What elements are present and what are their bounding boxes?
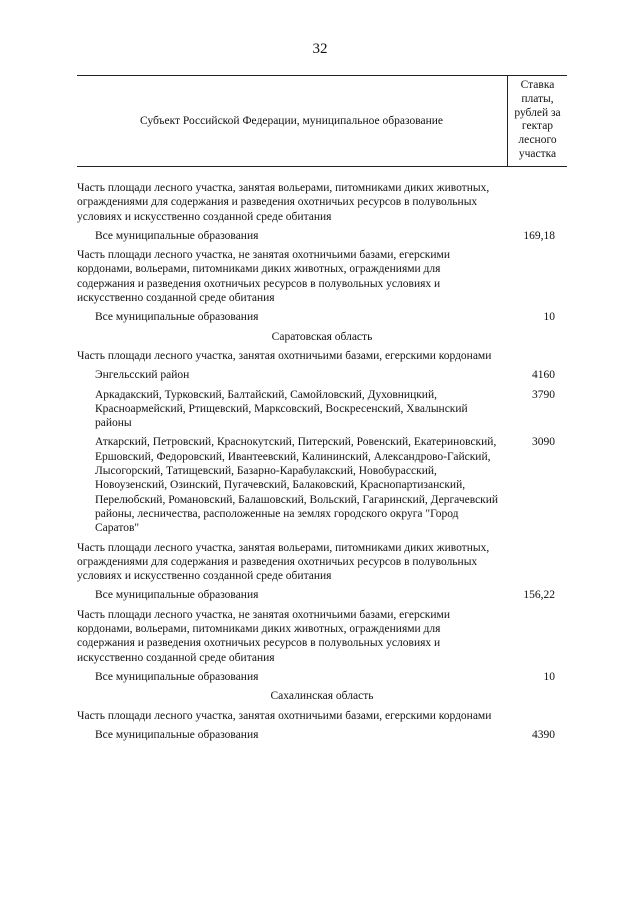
municipality-text: Все муниципальные образования: [95, 728, 259, 741]
municipality-text: Все муниципальные образования: [95, 311, 259, 324]
region-name: Саратовская область: [271, 330, 373, 343]
table-row: [77, 541, 567, 584]
rate-value: 10: [543, 670, 555, 683]
table-row: [77, 689, 567, 703]
rates-table: [77, 75, 567, 747]
table-row: [77, 709, 567, 723]
municipality-text: Все муниципальные образования: [95, 229, 259, 242]
category-text: Часть площади лесного участка, занятая вольерами, питомниками диких животных, ограждениями для содержания и разведения охотничьих ресурсов в полувольных условиях и искусственно созданной среде обитания: [77, 182, 490, 223]
municipality-text: Все муниципальные образования: [95, 589, 259, 602]
table-row: [77, 229, 567, 243]
table-header: [77, 75, 567, 167]
table-row: [77, 330, 567, 344]
header-subject: Субъект Российской Федерации, муниципальное образование: [139, 114, 444, 127]
rate-value: 3090: [532, 436, 555, 449]
rate-value: 156,22: [523, 589, 555, 602]
table-row: [77, 349, 567, 363]
table-row: [77, 181, 567, 224]
municipality-text: Аркадакский, Турковский, Балтайский, Самойловский, Духовницкий, Красноармейский, Ртищевский, Марксовский, Воскресенский, Хвалынский районы: [95, 388, 468, 430]
table-row: [77, 388, 567, 431]
category-text: Часть площади лесного участка, занятая вольерами, питомниками диких животных, ограждениями для содержания и разведения охотничьих ресурсов в полувольных условиях и искусственно созданной среде обитания: [77, 541, 490, 583]
table-row: [77, 670, 567, 684]
table-row: [77, 368, 567, 382]
category-text: Часть площади лесного участка, занятая охотничьими базами, егерскими кордонами: [77, 349, 492, 362]
header-rate: Ставка платы, рублей за гектар лесного участка: [507, 76, 567, 166]
table-row: [77, 310, 567, 324]
category-text: Часть площади лесного участка, не занятая охотничьими базами, егерскими кордонами, вольерами, питомниками диких животных, ограждениями для содержания и разведения охотничьих ресурсов в полувольных условиях и искусственно созданной среде обитания: [77, 249, 450, 305]
table-body: [77, 167, 567, 742]
table-row: [77, 435, 567, 535]
rate-value: 4160: [532, 369, 555, 382]
page-number: 32: [312, 41, 328, 57]
region-name: Сахалинская область: [270, 690, 374, 703]
rate-value: 169,18: [523, 229, 555, 242]
table-row: [77, 608, 567, 665]
table-row: [77, 588, 567, 602]
table-row: [77, 728, 567, 742]
municipality-text: Энгельсский район: [95, 369, 190, 382]
category-text: Часть площади лесного участка, не занятая охотничьими базами, егерскими кордонами, вольерами, питомниками диких животных, ограждениями для содержания и разведения охотничьих ресурсов в полувольных условиях и искусственно созданной среде обитания: [77, 608, 450, 664]
municipality-text: Аткарский, Петровский, Краснокутский, Питерский, Ровенский, Екатериновский, Ершовский, Федоровский, Ивантеевский, Калининский, Александрово-Гайский, Лысогорский, Татищевский, Базарно-Карабулакский, Новобурасский, Новоузенский, Озинский, Пугачевский, Балаковский, Краснопартизанский, Перелюбский, Романовский, Балашовский, Вольский, Гагаринский, Дергачевский районы, лесничества, расположенные на землях городского округа "Город Саратов": [95, 436, 499, 535]
rate-value: 10: [543, 311, 555, 324]
municipality-text: Все муниципальные образования: [95, 670, 259, 683]
rate-value: 3790: [532, 388, 555, 401]
table-row: [77, 248, 567, 305]
rate-value: 4390: [532, 728, 555, 741]
category-text: Часть площади лесного участка, занятая охотничьими базами, егерскими кордонами: [77, 709, 492, 722]
